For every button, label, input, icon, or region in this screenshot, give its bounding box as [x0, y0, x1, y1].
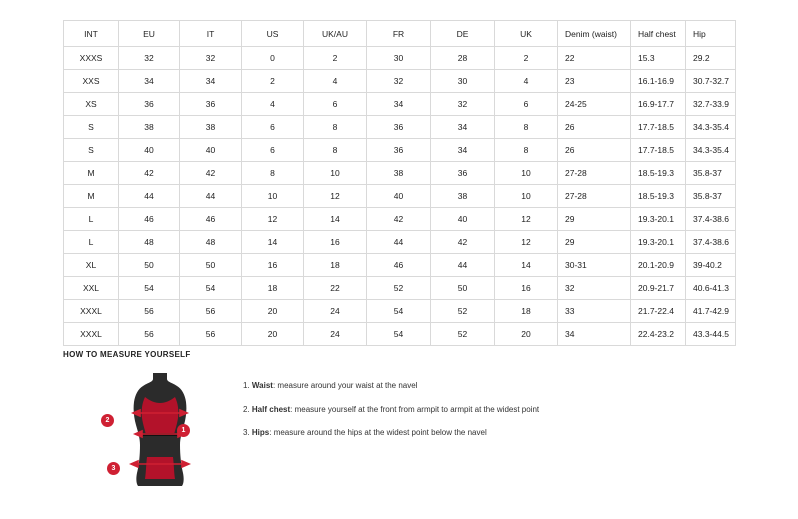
cell-de: 28 [431, 47, 495, 70]
cell-it: 44 [180, 185, 242, 208]
cell-fr: 46 [367, 254, 431, 277]
cell-ukau: 4 [304, 70, 367, 93]
cell-hip: 40.6-41.3 [686, 277, 736, 300]
measure-note-hips [243, 428, 539, 438]
cell-hip: 32.7-33.9 [686, 93, 736, 116]
cell-ukau: 10 [304, 162, 367, 185]
cell-half-chest: 16.1-16.9 [631, 70, 686, 93]
table-row [64, 116, 736, 139]
cell-de: 40 [431, 208, 495, 231]
cell-int: S [64, 139, 119, 162]
cell-half-chest: 21.7-22.4 [631, 300, 686, 323]
column-header-eu: EU [119, 21, 180, 47]
cell-half-chest: 18.5-19.3 [631, 162, 686, 185]
cell-uk: 8 [495, 139, 558, 162]
cell-hip: 34.3-35.4 [686, 139, 736, 162]
cell-denim-waist: 29 [558, 231, 631, 254]
cell-it: 34 [180, 70, 242, 93]
column-header-de: DE [431, 21, 495, 47]
cell-de: 34 [431, 139, 495, 162]
table-row [64, 139, 736, 162]
cell-us: 6 [242, 116, 304, 139]
cell-it: 54 [180, 277, 242, 300]
cell-eu: 44 [119, 185, 180, 208]
cell-int: S [64, 116, 119, 139]
cell-ukau: 2 [304, 47, 367, 70]
table-row [64, 300, 736, 323]
cell-hip: 35.8-37 [686, 185, 736, 208]
cell-int: XXS [64, 70, 119, 93]
cell-fr: 42 [367, 208, 431, 231]
cell-ukau: 24 [304, 323, 367, 346]
cell-fr: 44 [367, 231, 431, 254]
cell-ukau: 8 [304, 139, 367, 162]
cell-half-chest: 15.3 [631, 47, 686, 70]
cell-ukau: 16 [304, 231, 367, 254]
mannequin-illustration [101, 369, 221, 494]
measure-note-number: 1. [243, 381, 250, 390]
cell-int: M [64, 162, 119, 185]
cell-us: 18 [242, 277, 304, 300]
cell-half-chest: 20.1-20.9 [631, 254, 686, 277]
measure-note-waist [243, 381, 539, 391]
measure-note-text: : measure around the hips at the widest point below the navel [269, 428, 487, 438]
table-row [64, 208, 736, 231]
cell-it: 32 [180, 47, 242, 70]
cell-hip: 41.7-42.9 [686, 300, 736, 323]
cell-de: 34 [431, 116, 495, 139]
table-row [64, 185, 736, 208]
cell-eu: 46 [119, 208, 180, 231]
table-header-row [64, 21, 736, 47]
cell-us: 6 [242, 139, 304, 162]
cell-de: 50 [431, 277, 495, 300]
cell-hip: 34.3-35.4 [686, 116, 736, 139]
measure-notes-list [243, 369, 539, 452]
measure-note-term: Waist [251, 381, 273, 390]
cell-it: 42 [180, 162, 242, 185]
cell-half-chest: 19.3-20.1 [631, 208, 686, 231]
cell-eu: 56 [119, 300, 180, 323]
cell-us: 4 [242, 93, 304, 116]
cell-de: 30 [431, 70, 495, 93]
cell-uk: 10 [495, 185, 558, 208]
cell-us: 16 [242, 254, 304, 277]
cell-half-chest: 17.7-18.5 [631, 116, 686, 139]
cell-denim-waist: 32 [558, 277, 631, 300]
cell-denim-waist: 27-28 [558, 162, 631, 185]
cell-int: XL [64, 254, 119, 277]
cell-eu: 38 [119, 116, 180, 139]
column-header-us: US [242, 21, 304, 47]
cell-hip: 37.4-38.6 [686, 208, 736, 231]
how-to-measure-section [63, 350, 735, 494]
cell-hip: 43.3-44.5 [686, 323, 736, 346]
cell-fr: 36 [367, 116, 431, 139]
cell-uk: 14 [495, 254, 558, 277]
cell-denim-waist: 26 [558, 116, 631, 139]
measure-note-number: 3. [243, 428, 250, 438]
column-header-uk: UK [495, 21, 558, 47]
cell-fr: 54 [367, 300, 431, 323]
cell-half-chest: 19.3-20.1 [631, 231, 686, 254]
cell-denim-waist: 23 [558, 70, 631, 93]
cell-fr: 52 [367, 277, 431, 300]
table-row [64, 323, 736, 346]
size-chart-container [63, 20, 735, 346]
cell-uk: 2 [495, 47, 558, 70]
marker-half-chest: 2 [101, 414, 114, 427]
cell-us: 14 [242, 231, 304, 254]
measure-note-term: Hips [251, 428, 270, 438]
table-row [64, 93, 736, 116]
cell-ukau: 22 [304, 277, 367, 300]
cell-uk: 12 [495, 208, 558, 231]
measure-note-number: 2. [243, 404, 250, 414]
cell-it: 56 [180, 323, 242, 346]
cell-half-chest: 17.7-18.5 [631, 139, 686, 162]
cell-it: 38 [180, 116, 242, 139]
cell-it: 48 [180, 231, 242, 254]
table-row [64, 277, 736, 300]
cell-half-chest: 20.9-21.7 [631, 277, 686, 300]
cell-denim-waist: 22 [558, 47, 631, 70]
measure-note-text: : measure around your waist at the navel [272, 381, 418, 390]
cell-ukau: 6 [304, 93, 367, 116]
cell-de: 38 [431, 185, 495, 208]
cell-it: 46 [180, 208, 242, 231]
table-row [64, 47, 736, 70]
cell-eu: 40 [119, 139, 180, 162]
cell-ukau: 8 [304, 116, 367, 139]
cell-it: 40 [180, 139, 242, 162]
cell-eu: 42 [119, 162, 180, 185]
cell-fr: 38 [367, 162, 431, 185]
cell-int: M [64, 185, 119, 208]
table-row [64, 254, 736, 277]
how-to-measure-body [63, 369, 735, 494]
cell-us: 2 [242, 70, 304, 93]
marker-hips: 3 [107, 462, 120, 475]
cell-int: XXXL [64, 300, 119, 323]
cell-eu: 36 [119, 93, 180, 116]
cell-ukau: 12 [304, 185, 367, 208]
cell-half-chest: 22.4-23.2 [631, 323, 686, 346]
cell-denim-waist: 26 [558, 139, 631, 162]
cell-us: 10 [242, 185, 304, 208]
column-header-hip: Hip [686, 21, 736, 47]
cell-us: 20 [242, 300, 304, 323]
cell-hip: 39-40.2 [686, 254, 736, 277]
cell-uk: 8 [495, 116, 558, 139]
cell-hip: 30.7-32.7 [686, 70, 736, 93]
cell-us: 20 [242, 323, 304, 346]
cell-de: 42 [431, 231, 495, 254]
cell-fr: 40 [367, 185, 431, 208]
cell-de: 44 [431, 254, 495, 277]
cell-de: 32 [431, 93, 495, 116]
cell-ukau: 14 [304, 208, 367, 231]
table-row [64, 162, 736, 185]
cell-denim-waist: 27-28 [558, 185, 631, 208]
cell-uk: 20 [495, 323, 558, 346]
cell-int: L [64, 208, 119, 231]
cell-uk: 10 [495, 162, 558, 185]
column-header-int: INT [64, 21, 119, 47]
column-header-denim-waist: Denim (waist) [558, 21, 631, 47]
cell-it: 56 [180, 300, 242, 323]
cell-eu: 32 [119, 47, 180, 70]
cell-de: 52 [431, 300, 495, 323]
cell-fr: 32 [367, 70, 431, 93]
column-header-ukau: UK/AU [304, 21, 367, 47]
cell-denim-waist: 29 [558, 208, 631, 231]
cell-denim-waist: 33 [558, 300, 631, 323]
cell-fr: 34 [367, 93, 431, 116]
measure-note-text: : measure yourself at the front from armpit to armpit at the widest point [290, 404, 540, 414]
cell-hip: 35.8-37 [686, 162, 736, 185]
cell-int: XXXS [64, 47, 119, 70]
cell-eu: 48 [119, 231, 180, 254]
cell-hip: 37.4-38.6 [686, 231, 736, 254]
cell-fr: 54 [367, 323, 431, 346]
cell-hip: 29.2 [686, 47, 736, 70]
cell-int: XXXL [64, 323, 119, 346]
cell-uk: 18 [495, 300, 558, 323]
how-to-measure-title: HOW TO MEASURE YOURSELF [63, 350, 191, 359]
cell-int: L [64, 231, 119, 254]
cell-uk: 4 [495, 70, 558, 93]
cell-uk: 16 [495, 277, 558, 300]
cell-uk: 6 [495, 93, 558, 116]
cell-eu: 54 [119, 277, 180, 300]
cell-eu: 34 [119, 70, 180, 93]
table-header [64, 21, 736, 47]
cell-us: 8 [242, 162, 304, 185]
cell-denim-waist: 34 [558, 323, 631, 346]
cell-eu: 56 [119, 323, 180, 346]
cell-it: 50 [180, 254, 242, 277]
column-header-it: IT [180, 21, 242, 47]
cell-denim-waist: 24-25 [558, 93, 631, 116]
column-header-half-chest: Half chest [631, 21, 686, 47]
cell-fr: 36 [367, 139, 431, 162]
cell-int: XS [64, 93, 119, 116]
cell-de: 36 [431, 162, 495, 185]
table-body [64, 47, 736, 346]
cell-de: 52 [431, 323, 495, 346]
measure-note-half-chest [243, 405, 539, 415]
cell-denim-waist: 30-31 [558, 254, 631, 277]
size-chart-table [63, 20, 736, 346]
cell-uk: 12 [495, 231, 558, 254]
cell-half-chest: 16.9-17.7 [631, 93, 686, 116]
table-row [64, 231, 736, 254]
cell-eu: 50 [119, 254, 180, 277]
cell-it: 36 [180, 93, 242, 116]
cell-int: XXL [64, 277, 119, 300]
measure-note-term: Half chest [251, 404, 291, 414]
column-header-fr: FR [367, 21, 431, 47]
cell-ukau: 18 [304, 254, 367, 277]
cell-ukau: 24 [304, 300, 367, 323]
cell-us: 0 [242, 47, 304, 70]
marker-waist: 1 [177, 424, 190, 437]
cell-half-chest: 18.5-19.3 [631, 185, 686, 208]
table-row [64, 70, 736, 93]
cell-fr: 30 [367, 47, 431, 70]
cell-us: 12 [242, 208, 304, 231]
